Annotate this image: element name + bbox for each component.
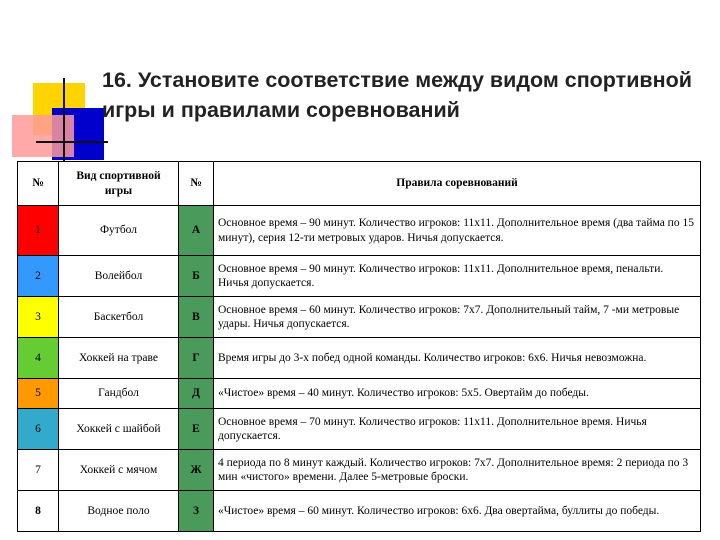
table-row [18, 409, 701, 450]
header-num: № [18, 162, 59, 206]
table-row [18, 206, 701, 256]
row-letter: Д [179, 379, 214, 409]
header-sport: Вид спортивной игры [59, 162, 179, 206]
row-sport: Волейбол [59, 256, 179, 297]
table-body [18, 206, 701, 532]
row-rule: Основное время – 70 минут. Количество игроков: 11х11. Дополнительное время. Ничья допускается. [214, 409, 701, 450]
row-rule: «Чистое» время – 60 минут. Количество игроков: 6х6. Два овертайма, буллиты до победы. [214, 491, 701, 532]
row-letter: А [179, 206, 214, 256]
header-letter-num: № [179, 162, 214, 206]
row-letter: Е [179, 409, 214, 450]
table-row [18, 256, 701, 297]
table-row [18, 297, 701, 338]
row-rule: Основное время – 90 минут. Количество игроков: 11х11. Дополнительное время, пенальти. Ничья допускается. [214, 256, 701, 297]
row-rule: 4 периода по 8 минут каждый. Количество игроков: 7х7. Дополнительное время: 2 периода по 3 мин «чистого» времени. Далее 5-метровые броски. [214, 450, 701, 491]
row-letter: Ж [179, 450, 214, 491]
row-number: 4 [18, 338, 59, 379]
row-number: 1 [18, 206, 59, 256]
row-letter: В [179, 297, 214, 338]
row-sport: Хоккей на траве [59, 338, 179, 379]
row-number: 5 [18, 379, 59, 409]
row-rule: Время игры до 3-х побед одной команды. Количество игроков: 6х6. Ничья невозможна. [214, 338, 701, 379]
rules-table [17, 161, 701, 532]
row-number: 6 [18, 409, 59, 450]
row-number: 7 [18, 450, 59, 491]
row-rule: Основное время – 90 минут. Количество игроков: 11х11. Дополнительное время (два тайма по 15 минут), серия 12-ти метровых ударов. Ничья допускается. [214, 206, 701, 256]
header-rules: Правила соревнований [214, 162, 701, 206]
row-letter: З [179, 491, 214, 532]
table-header-row [18, 162, 701, 206]
table-row [18, 491, 701, 532]
row-sport: Футбол [59, 206, 179, 256]
table-row [18, 379, 701, 409]
decor-horizontal-line [36, 141, 108, 143]
row-number: 8 [18, 491, 59, 532]
row-sport: Хоккей с шайбой [59, 409, 179, 450]
row-letter: Г [179, 338, 214, 379]
row-sport: Водное поло [59, 491, 179, 532]
table-row [18, 450, 701, 491]
row-number: 2 [18, 256, 59, 297]
row-rule: Основное время – 60 минут. Количество игроков: 7х7. Дополнительный тайм, 7 -ми метровые удары. Ничья допускается. [214, 297, 701, 338]
slide-title: 16. Установите соответствие между видом спортивной игры и правилами соревнований [102, 68, 692, 122]
row-letter: Б [179, 256, 214, 297]
row-sport: Гандбол [59, 379, 179, 409]
decor-vertical-line [63, 78, 65, 163]
table-row [18, 338, 701, 379]
row-sport: Хоккей с мячом [59, 450, 179, 491]
row-number: 3 [18, 297, 59, 338]
row-rule: «Чистое» время – 40 минут. Количество игроков: 5х5. Овертайм до победы. [214, 379, 701, 409]
row-sport: Баскетбол [59, 297, 179, 338]
